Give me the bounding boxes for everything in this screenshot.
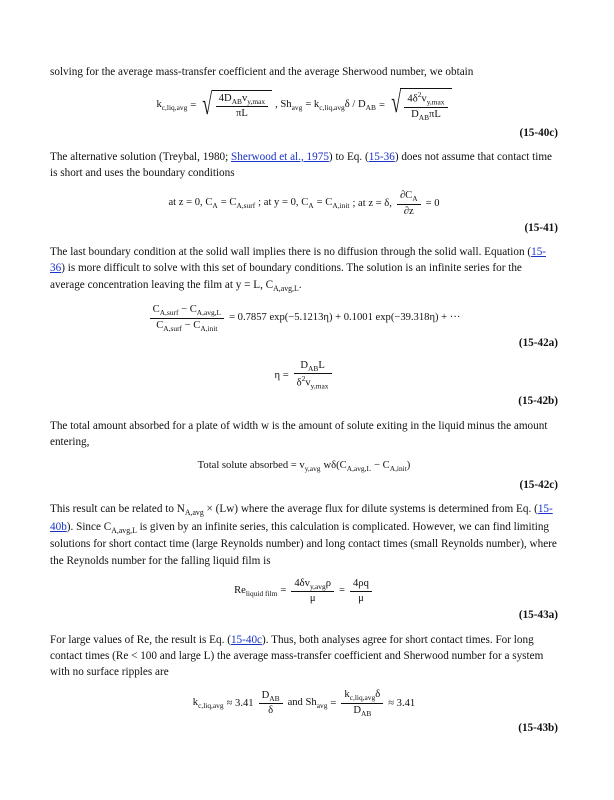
sqrt-symbol: √ $\frac{4\delta^2v_{y,max}}{D_{AB}\pi L}$ [388, 88, 452, 122]
eq-text: $k_{c,liq,avg}$ [156, 98, 188, 113]
equation-15-43a: $Re_{liquid film}$ = $\frac{4\delta v_{y,avg}\rho}{\mu}$ = $\frac{4\rho q}{\mu}$ [50, 577, 558, 606]
equation-number: (15-40c) [519, 126, 558, 139]
reference-link[interactable]: Sherwood et al., 1975 [231, 150, 329, 163]
equation-number: (15-41) [524, 221, 558, 234]
equation-link[interactable]: 15-40b [50, 503, 553, 533]
equation-15-42b: η = $\frac{D_{AB}L}{\delta^2v_{y,max}}$ [50, 359, 558, 391]
eq-text: = $k_{c,liq,avg}\delta / D_{AB}$ [305, 98, 376, 113]
eq-text: , $Sh_{avg}$ [275, 98, 303, 113]
equation-link[interactable]: 15-40c [230, 633, 263, 646]
equation-15-43b: $k_{c,liq,avg}$ ≈ 3.41 $\frac{D_{AB}}{\delta}$ and $Sh_{avg}$ = $\frac{k_{c,liq,avg}\delta}{D_{AB}}$ ≈ 3.41 [192, 689, 416, 718]
eq-text: = [378, 99, 385, 111]
document-page [50, 64, 558, 744]
equation-number: (15-42c) [519, 478, 558, 491]
paragraph-intro: solving for the average mass-transfer coefficient and the average Sherwood number, we obtain [50, 66, 474, 78]
paragraph-boundary: The last boundary condition at the solid wall implies there is no diffusion through the solid wall. Equation (15-36) is more difficult to solve with this set of boundary conditions. The solution is an infinite series for the average concentration leaving the film at y = L, $C_{A,avg,L}$. [50, 246, 547, 293]
paragraph-alternative: The alternative solution (Treybal, 1980; Sherwood et al., 1975) to Eq. (15-36) does not assume that contact time is short and uses the boundary conditions [50, 150, 553, 179]
equation-15-42a: $\frac{C_{A,surf} - C_{A,avg,L}}{C_{A,surf} - C_{A,init}}$ = 0.7857 exp(−5.1213η) + 0.1001 exp(−39.318η) + ··· [50, 302, 558, 333]
sqrt-symbol: √ $\frac{4D_{AB}v_{y,max}}{\pi L}$ [199, 90, 272, 121]
equation-link[interactable]: 15-36 [368, 150, 395, 163]
equation-15-41: at z = 0, $C_A$ = $C_{A,surf}$ ; at y = 0, $C_A$ = $C_{A,init}$ ; at z = δ, $\frac{\partial C_A}{\partial z}$ = 0 [168, 190, 440, 217]
paragraph-large-re: For large values of Re, the result is Eq. (15-40c). Thus, both analyses agree for short contact times. For long contact times (Re < 100 and large L) the average mass-transfer coefficient and Sherwood number for a system with no surface ripples are [50, 633, 544, 679]
equation-link[interactable]: 15-36 [50, 246, 547, 275]
eq-text: = [190, 99, 197, 111]
equation-number: (15-42b) [518, 395, 558, 408]
equation-15-42c: Total solute absorbed = $v_{y,avg}$ $w\delta(C_{A,avg,L}$ − $C_{A,init}$) [197, 460, 411, 474]
equation-number: (15-43a) [518, 609, 558, 622]
equation-15-40c [50, 88, 558, 122]
equation-number: (15-43b) [518, 722, 558, 735]
paragraph-total: The total amount absorbed for a plate of width w is the amount of solute exiting in the liquid minus the amount entering, [50, 419, 548, 448]
paragraph-related: This result can be related to $N_{A,avg} \times (Lw)$ where the average flux for dilute systems is determined from Eq. (15-40b). Since $C_{A,avg,L}$ is given by an infinite series, this calculation is complicated. However, we can find limiting solutions for short contact time (large Reynolds number) and long contact times (small Reynolds number), where the Reynolds number for the falling liquid film is [50, 503, 557, 567]
equation-number: (15-42a) [518, 336, 558, 349]
